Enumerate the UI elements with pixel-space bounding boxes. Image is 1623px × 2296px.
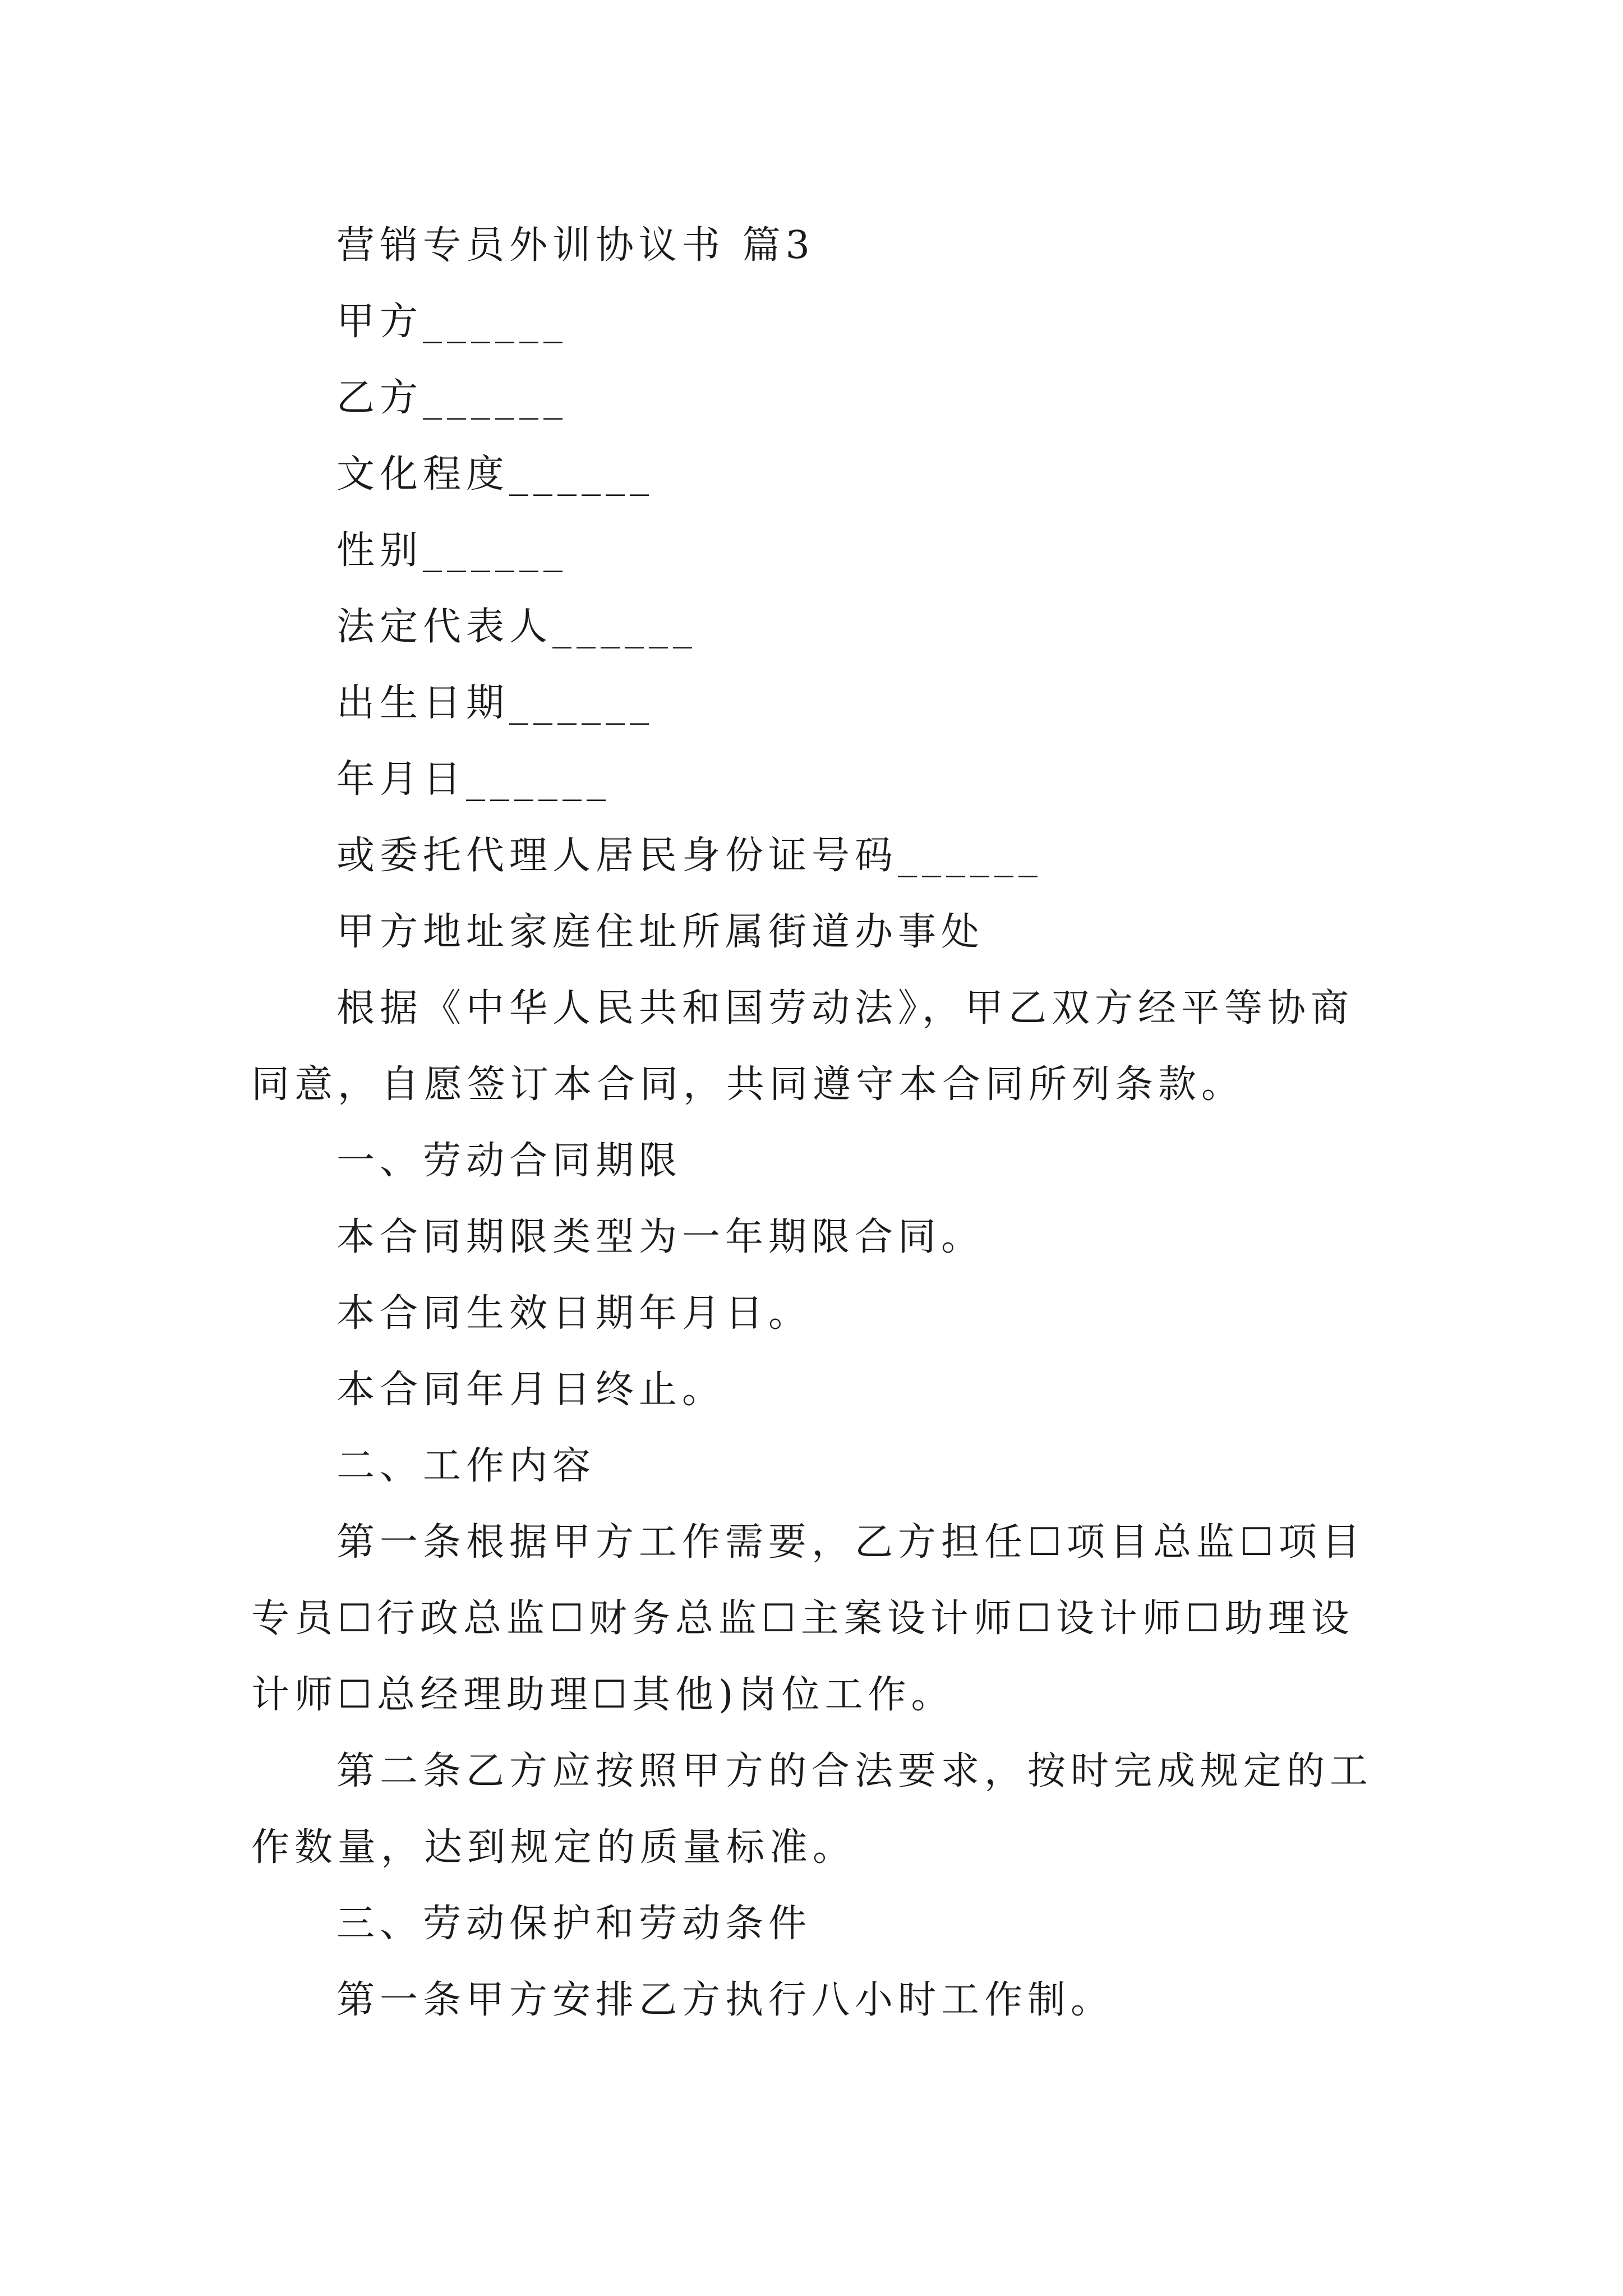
gender-field: 性别______: [336, 528, 568, 573]
section-2-article-2: 第二条乙方应按照甲方的合法要求，按时完成规定的工作数量，达到规定的质量标准。: [251, 1749, 1373, 1870]
section-2-article-1: 第一条根据甲方工作需要，乙方担任☐项目总监☐项目专员☐行政总监☐财务总监☐主案设计师☐设计师☐助理设计师☐总经理助理☐其他)岗位工作。: [251, 1520, 1365, 1717]
birth-date-field: 出生日期______: [336, 681, 654, 725]
document-title: 营销专员外训协议书 篇3: [336, 223, 815, 268]
section-1-heading: 一、劳动合同期限: [336, 1139, 683, 1183]
contract-term-type: 本合同期限类型为一年期限合同。: [336, 1215, 985, 1259]
legal-representative-field: 法定代表人______: [336, 605, 698, 649]
intro-paragraph: 根据《中华人民共和国劳动法》，甲乙双方经平等协商同意，自愿签订本合同，共同遵守本合同所列条款。: [251, 986, 1354, 1107]
contract-end-date: 本合同年月日终止。: [336, 1368, 726, 1412]
section-3-article-1: 第一条甲方安排乙方执行八小时工作制。: [336, 1978, 1114, 2022]
document-body: [251, 208, 1395, 2039]
section-3-heading: 三、劳动保护和劳动条件: [336, 1902, 812, 1946]
education-field: 文化程度______: [336, 452, 654, 496]
date-field: 年月日______: [336, 757, 611, 802]
party-a-field: 甲方______: [336, 300, 568, 344]
agent-id-field: 或委托代理人居民身份证号码______: [336, 834, 1043, 878]
party-b-field: 乙方______: [336, 376, 568, 420]
section-2-heading: 二、工作内容: [336, 1444, 596, 1488]
contract-effective-date: 本合同生效日期年月日。: [336, 1291, 812, 1336]
address-field: 甲方地址家庭住址所属街道办事处: [336, 910, 985, 954]
